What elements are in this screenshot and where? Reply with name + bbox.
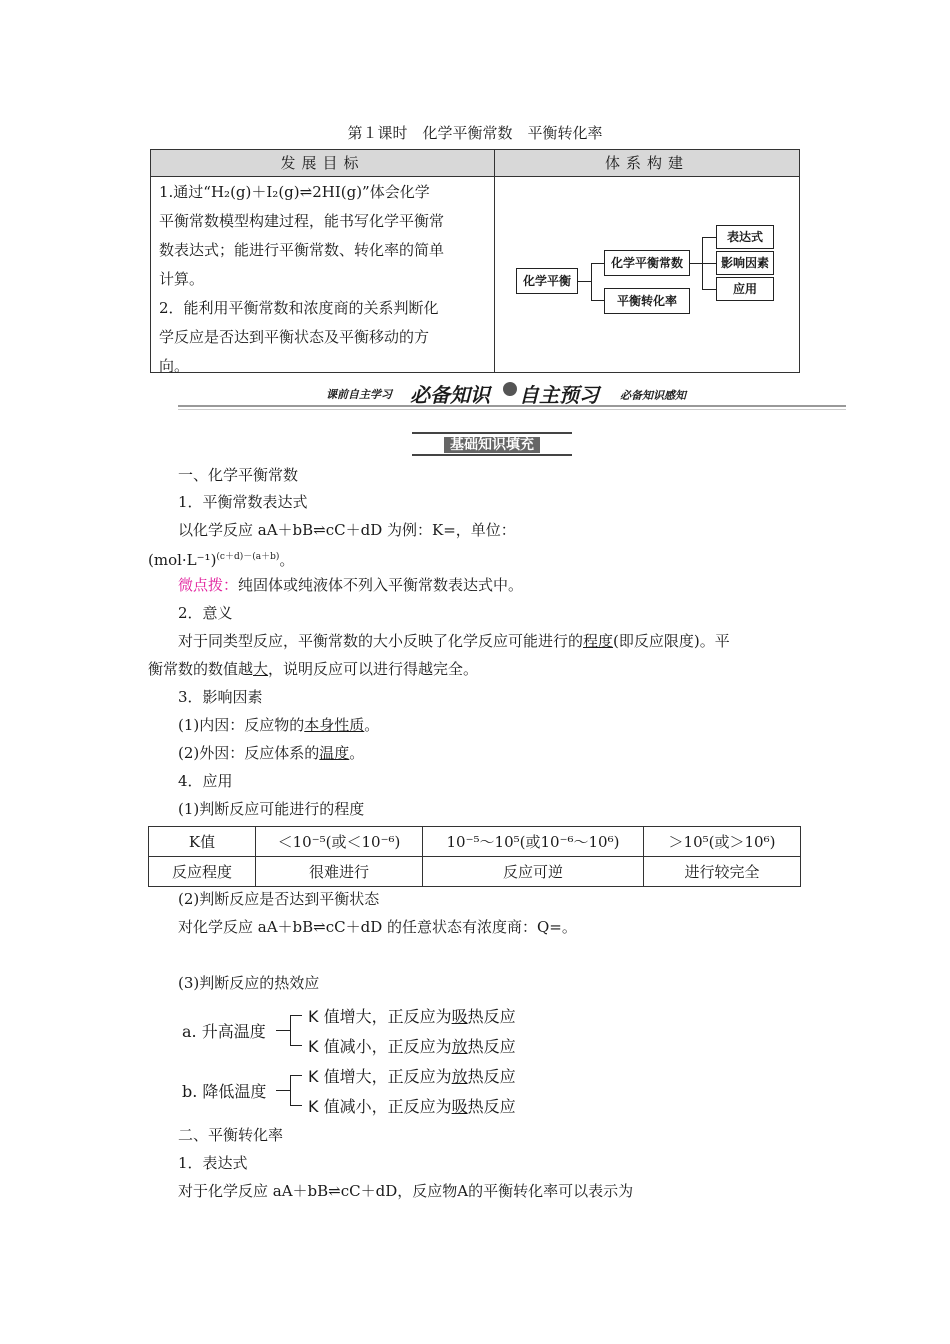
text: (即反应限度)。平: [613, 632, 730, 650]
connector: [591, 263, 604, 264]
banner-main-a: 必备知识: [410, 383, 490, 407]
diagram-leaf-factors: 影响因素: [716, 251, 774, 275]
goal-line: 学反应是否达到平衡状态及平衡移动的方: [159, 328, 430, 346]
text: 。: [349, 744, 365, 762]
table-cell: 很难进行: [256, 857, 423, 887]
diagram-leaf-expression: 表达式: [716, 225, 774, 249]
brace: [290, 1015, 301, 1045]
factor-line-1: [178, 714, 379, 736]
goal-line: 2．能利用平衡常数和浓度商的关系判断化: [159, 299, 439, 317]
fill-title: 基础知识填充: [444, 437, 540, 453]
blank-answer: 吸: [451, 1097, 468, 1116]
lower-temp-label: b. 降低温度: [182, 1082, 267, 1101]
heat-line: [308, 1004, 516, 1027]
quotient-line: 对化学反应 aA＋bB⇌cC＋dD 的任意状态有浓度商：Q=。: [178, 918, 577, 936]
subheading-5: 1．表达式: [178, 1154, 248, 1172]
table-row: [149, 857, 801, 887]
table-cell: 反应程度: [149, 857, 256, 887]
application-2: (2)判断反应是否达到平衡状态: [178, 890, 380, 908]
unit-line: [148, 546, 294, 571]
heat-line: [308, 1064, 516, 1087]
text: ，说明反应可以进行得越完全。: [268, 660, 479, 678]
blank-answer: 温度: [319, 744, 350, 762]
lesson-title: 第１课时 化学平衡常数 平衡转化率: [347, 124, 603, 142]
connector: [690, 263, 702, 264]
text: K 值减小，正反应为: [308, 1097, 452, 1116]
goal-line: 平衡常数模型构建过程，能书写化学平衡常: [159, 212, 445, 230]
tip-text: 纯固体或纯液体不列入平衡常数表达式中。: [238, 576, 524, 594]
table-cell: 10⁻⁵～10⁵(或10⁻⁶～10⁶): [423, 827, 644, 857]
banner-arrow-icon: [503, 382, 517, 396]
conversion-line: 对于化学反应 aA＋bB⇌cC＋dD，反应物A的平衡转化率可以表示为: [178, 1182, 634, 1200]
tip-line: [178, 574, 523, 596]
brace-arm: [290, 1105, 302, 1106]
unit-exponent: (c＋d)－(a＋b): [216, 552, 280, 562]
text: 衡常数的数值越: [148, 660, 254, 678]
table-divider: [494, 150, 495, 372]
connector: [591, 300, 604, 301]
connector: [702, 263, 716, 264]
factor-line-2: [178, 742, 364, 764]
goals-header-left: 发展目标: [151, 150, 494, 177]
banner-right-label: 必备知识感知: [620, 389, 686, 402]
brace-arm: [290, 1045, 302, 1046]
banner-rule: [178, 409, 846, 410]
banner-main-b: 自主预习: [519, 383, 599, 407]
table-cell: ＞10⁵(或＞10⁶): [644, 827, 801, 857]
text: 。: [364, 716, 380, 734]
text: 对于同类型反应，平衡常数的大小反映了化学反应可能进行的: [178, 632, 584, 650]
table-cell: 反应可逆: [423, 857, 644, 887]
unit-base: (mol·L⁻¹): [148, 551, 217, 569]
goals-header-right: 体系构建: [495, 150, 799, 177]
text: (1)内因：反应物的: [178, 716, 305, 734]
table-cell: 进行较完全: [644, 857, 801, 887]
meaning-line-2: [148, 658, 478, 680]
goal-line: 计算。: [159, 270, 205, 288]
brace-arm: [290, 1015, 302, 1016]
diagram-leaf-application: 应用: [716, 277, 774, 301]
fill-title-frame: [412, 432, 572, 456]
blank-answer: 吸: [451, 1007, 468, 1026]
heat-line: [308, 1034, 516, 1057]
text: 热反应: [467, 1097, 516, 1116]
table-cell: K值: [149, 827, 256, 857]
application-1: (1)判断反应可能进行的程度: [178, 800, 365, 818]
text: 热反应: [467, 1067, 516, 1086]
banner-left-label: 课前自主学习: [326, 388, 392, 401]
blank-answer: 放: [451, 1067, 468, 1086]
connector: [702, 289, 716, 290]
text: K 值减小，正反应为: [308, 1037, 452, 1056]
goals-text: [159, 178, 489, 381]
heading-1: 一、化学平衡常数: [178, 466, 299, 484]
subheading-3: 3．影响因素: [178, 688, 263, 706]
meaning-line-1: [178, 630, 730, 652]
k-value-table: [148, 826, 801, 887]
unit-end: 。: [279, 551, 295, 569]
heading-2: 二、平衡转化率: [178, 1126, 284, 1144]
text: 热反应: [467, 1037, 516, 1056]
table-row: [149, 827, 801, 857]
connector: [578, 281, 591, 282]
brace-arm: [290, 1075, 302, 1076]
raise-temp-label: a. 升高温度: [182, 1022, 266, 1041]
heat-line: [308, 1094, 516, 1117]
diagram-root: 化学平衡: [516, 268, 578, 294]
blank-answer: 程度: [583, 632, 614, 650]
subheading-2: 2．意义: [178, 604, 233, 622]
table-cell: ＜10⁻⁵(或＜10⁻⁶): [256, 827, 423, 857]
text: (2)外因：反应体系的: [178, 744, 320, 762]
application-3: (3)判断反应的热效应: [178, 974, 320, 992]
diagram-conversion-rate: 平衡转化率: [604, 288, 690, 314]
blank-answer: 本身性质: [304, 716, 365, 734]
goal-line: 向。: [159, 357, 190, 375]
text: K 值增大，正反应为: [308, 1067, 452, 1086]
connector: [702, 237, 716, 238]
tip-label: 微点拨：: [178, 576, 239, 594]
subheading-4: 4．应用: [178, 772, 233, 790]
brace-stem: [276, 1090, 290, 1091]
text: K 值增大，正反应为: [308, 1007, 452, 1026]
text: 热反应: [467, 1007, 516, 1026]
brace: [290, 1075, 301, 1105]
connector: [591, 263, 592, 300]
expression-line: 以化学反应 aA＋bB⇌cC＋dD 为例：K=，单位：: [178, 521, 516, 539]
banner-rule: [178, 405, 846, 407]
diagram-equilibrium-constant: 化学平衡常数: [604, 250, 690, 276]
goal-line: 数表达式；能进行平衡常数、转化率的简单: [159, 241, 445, 259]
blank-answer: 放: [451, 1037, 468, 1056]
brace-stem: [276, 1030, 290, 1031]
blank-answer: 大: [253, 660, 269, 678]
goal-line: 1.通过“H₂(g)＋I₂(g)⇌2HI(g)”体会化学: [159, 183, 430, 201]
subheading-1: 1．平衡常数表达式: [178, 493, 308, 511]
